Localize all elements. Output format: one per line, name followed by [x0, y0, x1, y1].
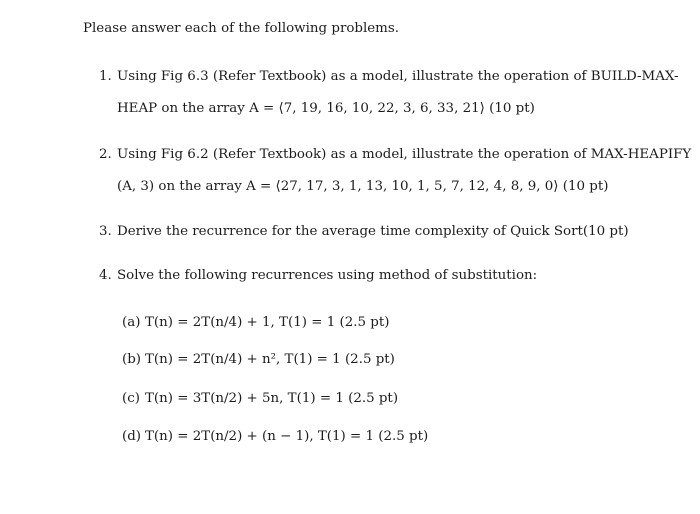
problem-4b-label: (b)	[122, 352, 142, 367]
problem-3-number: 3.	[99, 224, 112, 239]
problem-4d-text: T(n) = 2T(n/2) + (n − 1), T(1) = 1 (2.5 pt)	[145, 429, 429, 444]
problem-4a-text: T(n) = 2T(n/4) + 1, T(1) = 1 (2.5 pt)	[145, 315, 390, 330]
problem-4d-label: (d)	[122, 429, 142, 444]
problem-1-line-2: HEAP on the array A = ⟨7, 19, 16, 10, 22, 3, 6, 33, 21⟩ (10 pt)	[117, 101, 535, 116]
problem-1-line-1: Using Fig 6.3 (Refer Textbook) as a model, illustrate the operation of BUILD-MAX-	[117, 69, 679, 84]
problem-4c-label: (c)	[122, 391, 140, 406]
problem-4b-text: T(n) = 2T(n/4) + n², T(1) = 1 (2.5 pt)	[145, 352, 395, 367]
problem-4-number: 4.	[99, 268, 112, 283]
problem-3-line-1: Derive the recurrence for the average time complexity of Quick Sort(10 pt)	[117, 224, 629, 239]
problem-4a-label: (a)	[122, 315, 141, 330]
problem-2-line-2: (A, 3) on the array A = ⟨27, 17, 3, 1, 13, 10, 1, 5, 7, 12, 4, 8, 9, 0⟩ (10 pt)	[117, 179, 609, 194]
problem-1-number: 1.	[99, 69, 112, 84]
problem-2-number: 2.	[99, 147, 112, 162]
problem-4c-text: T(n) = 3T(n/2) + 5n, T(1) = 1 (2.5 pt)	[145, 391, 399, 406]
problem-2-line-1: Using Fig 6.2 (Refer Textbook) as a model, illustrate the operation of MAX-HEAPIFY	[117, 147, 692, 162]
problem-4-line-1: Solve the following recurrences using method of substitution:	[117, 268, 538, 283]
intro-text: Please answer each of the following problems.	[83, 21, 400, 36]
